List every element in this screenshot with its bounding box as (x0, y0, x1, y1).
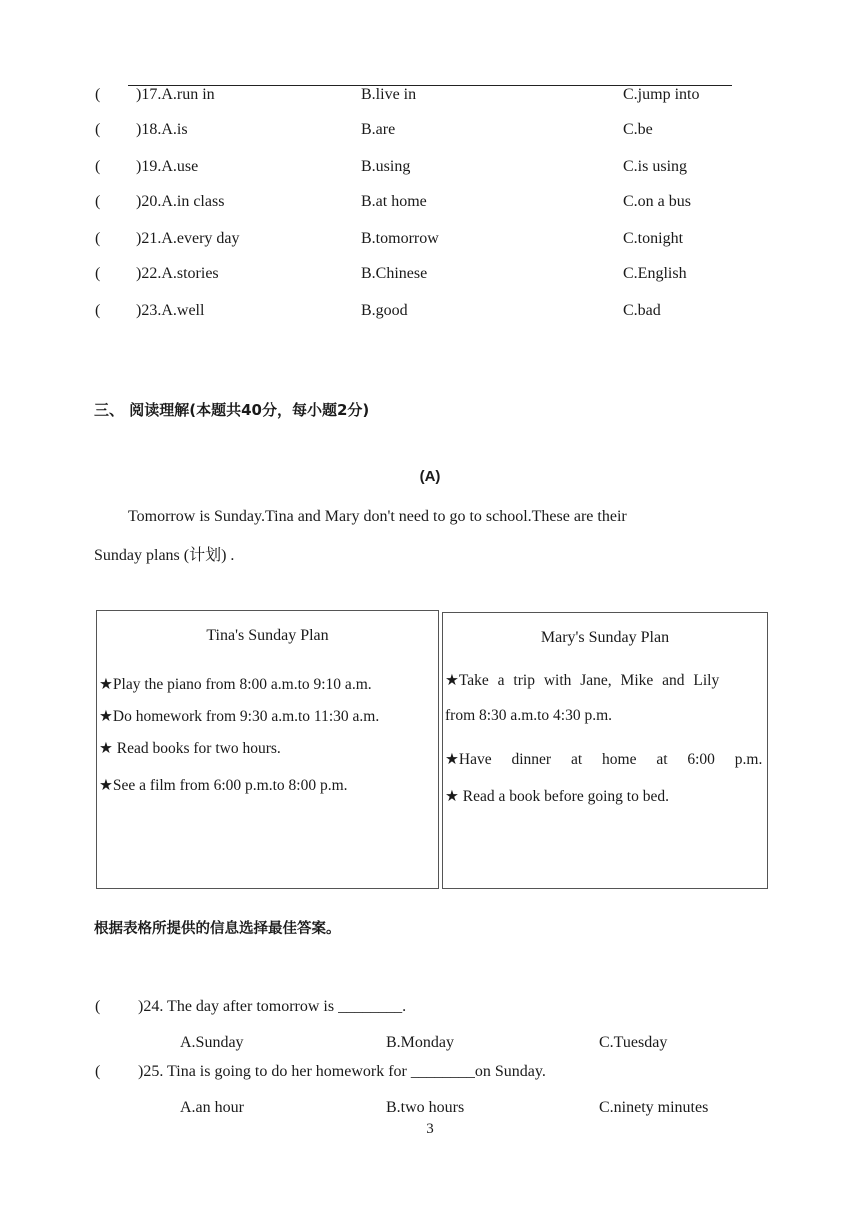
answer-paren: ( (95, 193, 101, 210)
answer-paren: ( (95, 302, 101, 319)
answer-paren: ( (95, 998, 101, 1015)
question-25-option-c: C.ninety minutes (599, 1099, 709, 1116)
question-stem: )19.A.use (136, 158, 199, 175)
option-c: C.bad (623, 302, 661, 319)
question-stem: )20.A.in class (136, 193, 225, 210)
question-24-option-c: C.Tuesday (599, 1034, 668, 1051)
answer-paren: ( (95, 86, 101, 103)
mary-plan-item: ★Take a trip with Jane, Mike and Lily (445, 672, 720, 689)
question-24-option-a: A.Sunday (180, 1034, 244, 1051)
question-stem: )23.A.well (136, 302, 205, 319)
instruction: 根据表格所提供的信息选择最佳答案。 (94, 921, 341, 937)
tina-plan-box (96, 610, 439, 889)
question-25-option-b: B.two hours (386, 1099, 465, 1116)
answer-paren: ( (95, 1063, 101, 1080)
question-25-option-a: A.an hour (180, 1099, 244, 1116)
option-b: B.tomorrow (361, 230, 439, 247)
option-b: B.are (361, 121, 396, 138)
option-b: B.at home (361, 193, 427, 210)
tina-plan-item: ★See a film from 6:00 p.m.to 8:00 p.m. (99, 777, 348, 794)
tina-plan-item: ★Play the piano from 8:00 a.m.to 9:10 a.m. (99, 676, 372, 693)
tina-plan-item: ★Do homework from 9:30 a.m.to 11:30 a.m. (99, 708, 380, 725)
option-c: C.on a bus (623, 193, 691, 210)
question-24-option-b: B.Monday (386, 1034, 454, 1051)
question-stem: )18.A.is (136, 121, 188, 138)
question-stem: )21.A.every day (136, 230, 240, 247)
mary-plan-item: ★Have dinner at home at 6:00 p.m. (445, 751, 763, 768)
intro-line-1: Tomorrow is Sunday.Tina and Mary don't need to go to school.These are their (128, 508, 627, 525)
question-stem: )22.A.stories (136, 265, 219, 282)
cloze-row-17 (0, 86, 860, 110)
cloze-row-19 (0, 158, 860, 182)
option-c: C.is using (623, 158, 688, 175)
option-b: B.good (361, 302, 408, 319)
mary-plan-box (442, 612, 768, 889)
mary-plan-item: from 8:30 a.m.to 4:30 p.m. (445, 707, 613, 724)
page-number: 3 (426, 1121, 434, 1137)
tina-plan-item: ★ Read books for two hours. (99, 740, 281, 757)
answer-paren: ( (95, 158, 101, 175)
cloze-row-21 (0, 230, 860, 254)
cloze-row-18 (0, 121, 860, 145)
tina-plan-title: Tina's Sunday Plan (206, 627, 329, 644)
question-24-stem: )24. The day after tomorrow is ________. (138, 998, 407, 1015)
option-c: C.English (623, 265, 687, 282)
answer-paren: ( (95, 230, 101, 247)
section-heading: 三、 阅读理解(本题共40分，每小题2分) (94, 401, 370, 419)
answer-paren: ( (95, 121, 101, 138)
option-c: C.jump into (623, 86, 700, 103)
intro-line-2: Sunday plans (计划) . (94, 547, 235, 564)
mary-plan-item: ★ Read a book before going to bed. (445, 788, 669, 805)
cloze-row-20 (0, 193, 860, 217)
option-c: C.be (623, 121, 653, 138)
question-stem: )17.A.run in (136, 86, 215, 103)
option-b: B.Chinese (361, 265, 428, 282)
option-b: B.using (361, 158, 411, 175)
cloze-row-23 (0, 302, 860, 326)
option-b: B.live in (361, 86, 417, 103)
passage-label: (A) (419, 468, 441, 485)
question-25-stem: )25. Tina is going to do her homework for ________on Sunday. (138, 1063, 546, 1080)
option-c: C.tonight (623, 230, 684, 247)
mary-plan-title: Mary's Sunday Plan (540, 629, 670, 646)
cloze-row-22 (0, 265, 860, 289)
answer-paren: ( (95, 265, 101, 282)
